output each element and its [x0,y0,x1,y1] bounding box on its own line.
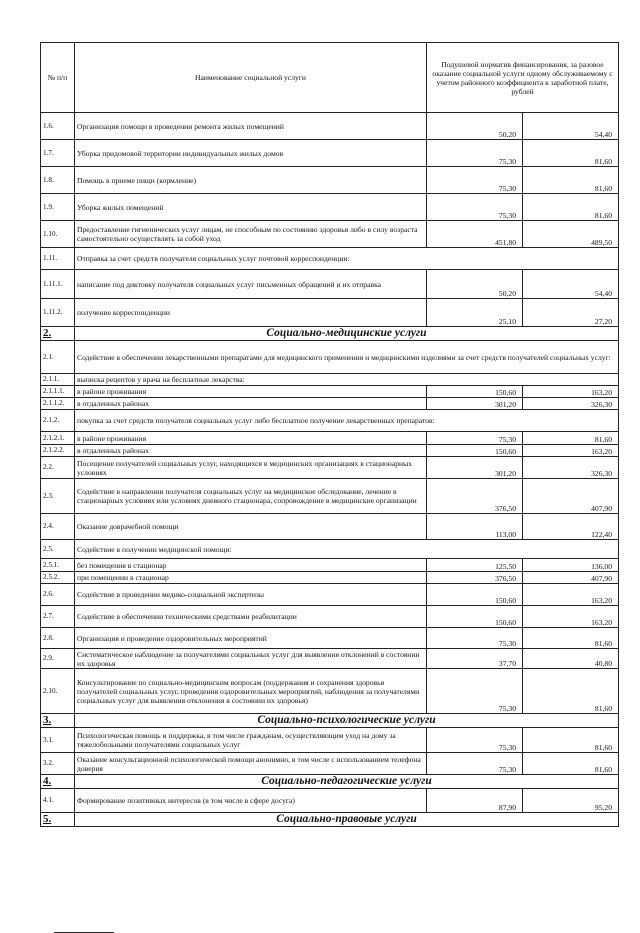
row-service-name: Уборка жилых помещений [75,194,427,221]
row-norm-value-with-coefficient: 163,20 [523,445,619,457]
tariff-table-page [40,42,618,827]
row-norm-value: 301,20 [427,457,523,479]
row-norm-value-with-coefficient: 54,40 [523,113,619,140]
row-norm-value-with-coefficient: 326,30 [523,398,619,410]
row-code: 1.11.2. [41,299,75,327]
row-norm-value-with-coefficient: 163,20 [523,584,619,606]
row-code: 1.9. [41,194,75,221]
row-code: 2.1. [41,341,75,374]
row-norm-value: 75,30 [427,728,523,753]
row-norm-value: 376,50 [427,572,523,584]
row-code: 1.10. [41,221,75,248]
row-norm-value-with-coefficient: 81,60 [523,753,619,775]
row-norm-value: 150,60 [427,386,523,398]
row-service-name: Содействие в получении медицинской помощи: [75,540,619,559]
table-row [41,386,619,398]
row-norm-value-with-coefficient: 163,20 [523,606,619,628]
row-code: 2.7. [41,606,75,628]
table-row [41,479,619,514]
section-number: 5. [41,813,75,827]
row-service-name: получение корреспонденции [75,299,427,327]
row-norm-value-with-coefficient: 136,00 [523,559,619,572]
section-title: Социально-педагогические услуги [75,775,619,789]
row-norm-value: 25,10 [427,299,523,327]
row-norm-value-with-coefficient: 163,20 [523,386,619,398]
row-service-name: Оказание консультационной психологической помощи анонимно, в том числе с использованием телефона доверия [75,753,427,775]
row-norm-value: 301,20 [427,398,523,410]
group-row [41,410,619,432]
section-title: Социально-медицинские услуги [75,327,619,341]
row-code: 2.5.2. [41,572,75,584]
row-norm-value-with-coefficient: 122,40 [523,514,619,540]
row-norm-value-with-coefficient: 81,60 [523,432,619,445]
table-row [41,584,619,606]
row-norm-value: 50,20 [427,113,523,140]
row-code: 2.5.1. [41,559,75,572]
row-code: 2.10. [41,669,75,714]
row-norm-value: 87,90 [427,789,523,813]
row-service-name: Организация и проведение оздоровительных мероприятий [75,628,427,649]
row-service-name: Содействие в направлении получателя социальных услуг на медицинское обследование, лечение в стационарных условиях или условиях дневного стационара, сопровождение в медицинские организации [75,479,427,514]
table-row [41,299,619,327]
table-row [41,649,619,669]
row-code: 2.1.2. [41,410,75,432]
row-service-name: выписка рецептов у врача на бесплатные лекарства: [75,374,619,386]
row-service-name: Систематическое наблюдение за получателями социальных услуг для выявления отклонений в состоянии их здоровья [75,649,427,669]
row-norm-value: 150,60 [427,606,523,628]
row-norm-value: 75,30 [427,194,523,221]
table-row [41,559,619,572]
table-body [41,113,619,827]
table-row [41,398,619,410]
row-service-name: Предоставление гигиенических услуг лицам, не способным по состоянию здоровья либо в силу возраста самостоятельно осуществлять за собой уход [75,221,427,248]
row-service-name: Содействие в обеспечении техническими средствами реабилитации [75,606,427,628]
row-service-name: Психологическая помощь и поддержка, в том числе гражданам, осуществляющим уход на дому за тяжелобольными получателями социальных услуг [75,728,427,753]
row-norm-value-with-coefficient: 81,60 [523,628,619,649]
table-row [41,140,619,167]
row-norm-value-with-coefficient: 81,60 [523,669,619,714]
row-code: 1.6. [41,113,75,140]
section-title: Социально-правовые услуги [75,813,619,827]
table-row [41,669,619,714]
row-norm-value-with-coefficient: 81,60 [523,167,619,194]
row-code: 2.1.1.1. [41,386,75,398]
row-service-name: Отправка за счет средств получателя социальных услуг почтовой корреспонденции: [75,248,619,270]
row-norm-value: 451,80 [427,221,523,248]
row-norm-value-with-coefficient: 27,20 [523,299,619,327]
table-row [41,753,619,775]
table-row [41,606,619,628]
row-norm-value-with-coefficient: 407,90 [523,479,619,514]
header-service-name: Наименование социальной услуги [75,43,427,113]
row-norm-value: 50,20 [427,270,523,299]
row-service-name: при помещении в стационар [75,572,427,584]
row-code: 1.8. [41,167,75,194]
row-service-name: в отдаленных районах [75,398,427,410]
group-row [41,248,619,270]
section-number: 4. [41,775,75,789]
row-code: 3.1. [41,728,75,753]
row-norm-value: 113,00 [427,514,523,540]
table-header-row [41,43,619,113]
row-code: 2.5. [41,540,75,559]
row-code: 2.2. [41,457,75,479]
row-norm-value: 376,50 [427,479,523,514]
group-row [41,374,619,386]
row-service-name: в районе проживания [75,432,427,445]
row-code: 3.2. [41,753,75,775]
row-service-name: Организация помощи в проведении ремонта жилых помещений [75,113,427,140]
row-service-name: Содействие в обеспечении лекарственными препаратами для медицинского применения и медицинскими изделиями за счет средств получателей социальных услуг: [75,341,619,374]
header-funding-norm: Подушевой норматив финансирования, за разовое оказание социальной услуги одному обслуживаемому с учетом районного коэффициента к заработной плате, рублей [427,43,619,113]
row-service-name: в районе проживания [75,386,427,398]
row-service-name: Уборка придомовой территории индивидуальных жилых домов [75,140,427,167]
section-title: Социально-психологические услуги [75,714,619,728]
table-row [41,728,619,753]
table-row [41,221,619,248]
row-norm-value-with-coefficient: 54,40 [523,270,619,299]
section-row [41,327,619,341]
table-row [41,628,619,649]
row-service-name: Содействие в проведении медико-социальной экспертизы [75,584,427,606]
section-number: 2. [41,327,75,341]
row-code: 2.1.1. [41,374,75,386]
row-norm-value-with-coefficient: 40,80 [523,649,619,669]
header-number: № п/п [41,43,75,113]
table-row [41,572,619,584]
table-row [41,113,619,140]
row-code: 2.6. [41,584,75,606]
table-row [41,167,619,194]
row-code: 2.1.1.2. [41,398,75,410]
section-row [41,714,619,728]
row-service-name: Формирование позитивных интересов (в том числе в сфере досуга) [75,789,427,813]
row-norm-value: 75,30 [427,753,523,775]
row-service-name: Консультирование по социально-медицинским вопросам (поддержания и сохранения здоровья получателей социальных услуг, проведения оздоровительных мероприятий, наблюдения за получателями социальных услуг для выявления отклонения в состоянии их здоровья) [75,669,427,714]
table-row [41,432,619,445]
row-norm-value: 37,70 [427,649,523,669]
row-norm-value-with-coefficient: 489,50 [523,221,619,248]
row-norm-value-with-coefficient: 81,60 [523,194,619,221]
row-service-name: Посещение получателей социальных услуг, находящихся в медицинских организациях в стационарных условиях [75,457,427,479]
row-code: 2.8. [41,628,75,649]
row-code: 2.4. [41,514,75,540]
row-service-name: без помещения в стационар [75,559,427,572]
row-norm-value-with-coefficient: 95,20 [523,789,619,813]
row-code: 2.1.2.1. [41,432,75,445]
row-service-name: покупка за счет средств получателя социальных услуг либо бесплатное получение лекарственных препаратов: [75,410,619,432]
section-row [41,775,619,789]
row-code: 4.1. [41,789,75,813]
service-tariff-table [40,42,619,827]
table-row [41,445,619,457]
row-norm-value: 125,50 [427,559,523,572]
row-norm-value-with-coefficient: 81,60 [523,728,619,753]
section-number: 3. [41,714,75,728]
row-code: 2.3. [41,479,75,514]
row-code: 1.7. [41,140,75,167]
table-row [41,514,619,540]
row-norm-value: 150,60 [427,584,523,606]
row-norm-value: 75,30 [427,167,523,194]
table-row [41,457,619,479]
row-service-name: в отдаленных районах [75,445,427,457]
section-row [41,813,619,827]
row-code: 1.11.1. [41,270,75,299]
group-row [41,341,619,374]
row-norm-value-with-coefficient: 81,60 [523,140,619,167]
row-norm-value: 150,60 [427,445,523,457]
row-code: 2.9. [41,649,75,669]
row-norm-value: 75,30 [427,432,523,445]
row-norm-value-with-coefficient: 407,90 [523,572,619,584]
group-row [41,540,619,559]
row-service-name: написание под диктовку получателя социальных услуг письменных обращений и их отправка [75,270,427,299]
table-row [41,789,619,813]
row-service-name: Оказание доврачебной помощи [75,514,427,540]
row-norm-value: 75,30 [427,628,523,649]
row-norm-value: 75,30 [427,669,523,714]
row-norm-value: 75,30 [427,140,523,167]
table-row [41,194,619,221]
row-code: 2.1.2.2. [41,445,75,457]
row-code: 1.11. [41,248,75,270]
row-norm-value-with-coefficient: 326,30 [523,457,619,479]
table-row [41,270,619,299]
row-service-name: Помощь в приеме пищи (кормление) [75,167,427,194]
